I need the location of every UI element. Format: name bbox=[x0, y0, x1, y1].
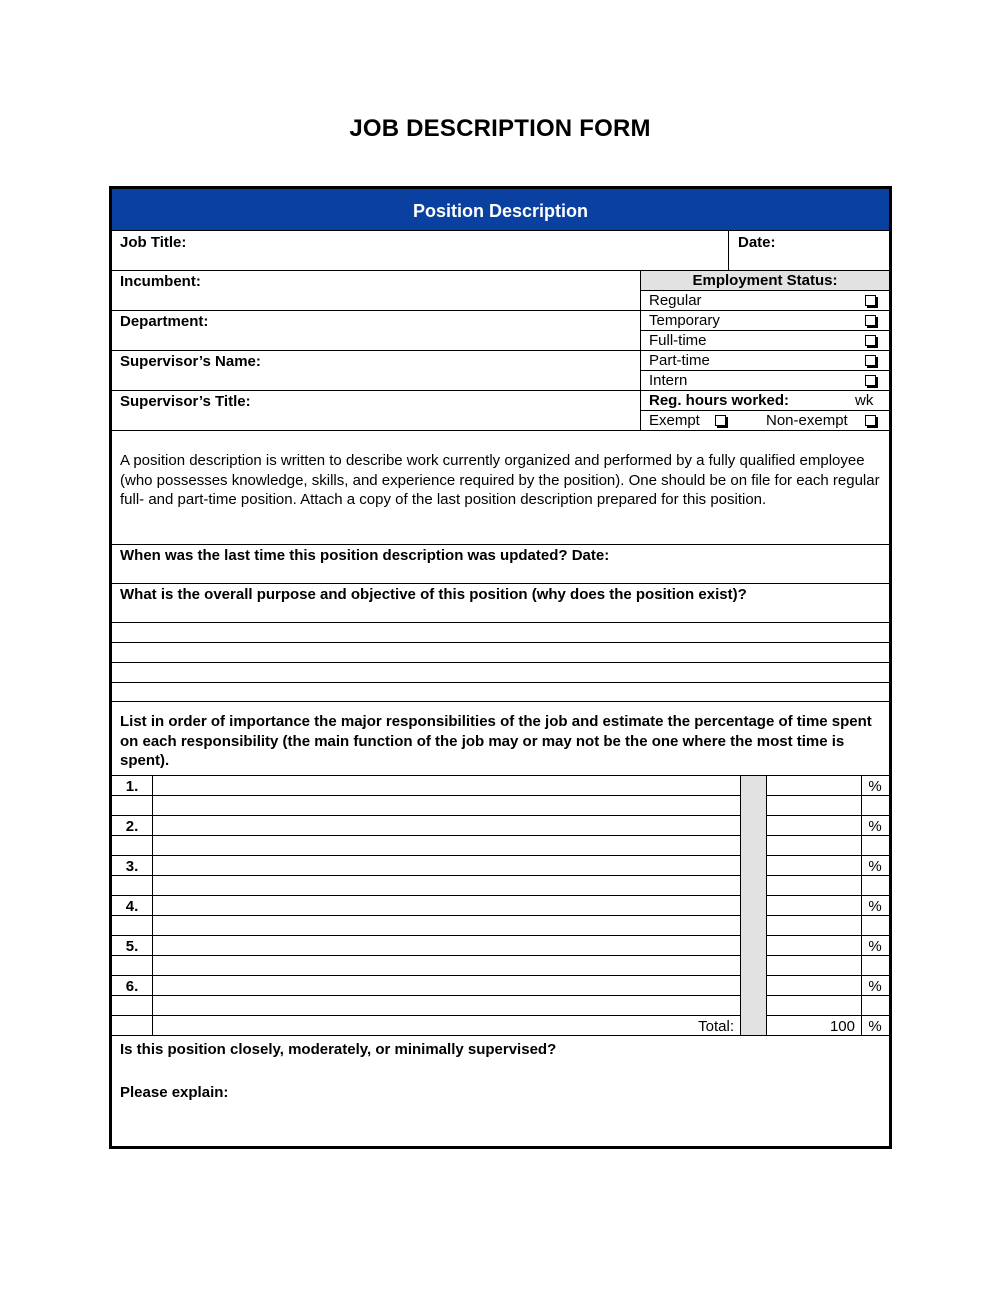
responsibility-field[interactable] bbox=[153, 896, 740, 935]
percent-sign: % bbox=[868, 778, 882, 795]
divider bbox=[112, 583, 889, 584]
non-exempt-label: Non-exempt bbox=[766, 412, 848, 429]
purpose-answer-line[interactable] bbox=[112, 623, 889, 641]
job-title-label: Job Title: bbox=[120, 234, 187, 251]
responsibility-field[interactable] bbox=[153, 816, 740, 855]
responsibility-percent-field[interactable] bbox=[767, 856, 861, 875]
status-regular-label: Regular bbox=[649, 292, 702, 309]
page-title: JOB DESCRIPTION FORM bbox=[349, 115, 651, 142]
responsibility-percent-field[interactable] bbox=[767, 816, 861, 835]
responsibility-percent-field[interactable] bbox=[767, 936, 861, 955]
last-updated-question: When was the last time this position description was updated? Date: bbox=[120, 547, 610, 564]
divider bbox=[766, 915, 889, 916]
incumbent-label: Incumbent: bbox=[120, 273, 201, 290]
percent-sign: % bbox=[868, 938, 882, 955]
last-updated-date-field[interactable] bbox=[662, 545, 882, 583]
total-label: Total: bbox=[698, 1018, 734, 1035]
responsibility-percent-field[interactable] bbox=[767, 896, 861, 915]
divider bbox=[766, 955, 889, 956]
divider bbox=[766, 995, 889, 996]
responsibility-number: 3. bbox=[125, 858, 139, 875]
department-label: Department: bbox=[120, 313, 209, 330]
date-field[interactable] bbox=[787, 231, 887, 269]
responsibility-percent-field[interactable] bbox=[767, 976, 861, 995]
divider bbox=[112, 1035, 889, 1036]
supervisor-title-field[interactable] bbox=[267, 391, 632, 429]
divider bbox=[112, 1015, 741, 1016]
regular-checkbox[interactable] bbox=[865, 295, 876, 306]
divider bbox=[728, 231, 729, 270]
supervisor-name-label: Supervisor’s Name: bbox=[120, 353, 261, 370]
divider bbox=[640, 330, 889, 331]
intern-checkbox[interactable] bbox=[865, 375, 876, 386]
explain-label: Please explain: bbox=[120, 1084, 229, 1101]
divider bbox=[112, 430, 889, 431]
responsibility-number: 1. bbox=[125, 778, 139, 795]
divider bbox=[640, 370, 889, 371]
supervisor-name-field[interactable] bbox=[277, 351, 632, 389]
responsibility-number: 5. bbox=[125, 938, 139, 955]
percent-sign: % bbox=[868, 818, 882, 835]
status-fulltime-label: Full-time bbox=[649, 332, 707, 349]
purpose-question: What is the overall purpose and objective of this position (why does the position exist)? bbox=[120, 586, 747, 603]
responsibilities-question: List in order of importance the major responsibilities of the job and estimate the percentage of time spent on each responsibility (the main function of the job may or may not be the one where the most time is spent). bbox=[120, 713, 872, 769]
divider bbox=[112, 701, 889, 702]
responsibility-field[interactable] bbox=[153, 936, 740, 975]
percent-sign: % bbox=[868, 978, 882, 995]
responsibility-number: 6. bbox=[125, 978, 139, 995]
reg-hours-label: Reg. hours worked: bbox=[649, 392, 790, 409]
divider bbox=[640, 410, 889, 411]
responsibility-number: 4. bbox=[125, 898, 139, 915]
parttime-checkbox[interactable] bbox=[865, 355, 876, 366]
percent-sign: % bbox=[868, 1018, 882, 1035]
purpose-answer-line[interactable] bbox=[112, 663, 889, 681]
non-exempt-checkbox[interactable] bbox=[865, 415, 876, 426]
job-title-field[interactable] bbox=[202, 231, 722, 269]
divider bbox=[740, 775, 741, 1035]
supervisor-title-label: Supervisor’s Title: bbox=[120, 393, 251, 410]
percent-sign: % bbox=[868, 858, 882, 875]
section-header: Position Description bbox=[112, 189, 889, 231]
exempt-label: Exempt bbox=[649, 412, 700, 429]
intro-paragraph: A position description is written to describe work currently organized and performed by a fully qualified employee (who possesses knowledge, skills, and experience required by the position). One should be on file for each regular full- and part-time position. Attach a copy of the last position description prepared for this position. bbox=[120, 452, 880, 508]
purpose-answer-line[interactable] bbox=[112, 643, 889, 661]
reg-hours-field[interactable] bbox=[802, 391, 852, 409]
purpose-answer-line[interactable] bbox=[112, 683, 889, 701]
total-value: 100 bbox=[829, 1018, 855, 1035]
responsibility-field[interactable] bbox=[153, 976, 740, 1015]
supervision-question: Is this position closely, moderately, or minimally supervised? bbox=[120, 1041, 557, 1058]
reg-hours-unit: wk bbox=[855, 392, 874, 409]
responsibility-number: 2. bbox=[125, 818, 139, 835]
responsibility-field[interactable] bbox=[153, 776, 740, 815]
incumbent-field[interactable] bbox=[212, 271, 632, 309]
divider bbox=[640, 350, 889, 351]
temporary-checkbox[interactable] bbox=[865, 315, 876, 326]
date-label: Date: bbox=[738, 234, 776, 251]
divider bbox=[861, 775, 862, 1035]
divider bbox=[766, 875, 889, 876]
fulltime-checkbox[interactable] bbox=[865, 335, 876, 346]
employment-status-heading: Employment Status: bbox=[692, 272, 838, 289]
explain-field[interactable] bbox=[120, 1105, 880, 1141]
percent-sign: % bbox=[868, 898, 882, 915]
responsibility-percent-field[interactable] bbox=[767, 776, 861, 795]
grid-spacer-column bbox=[741, 776, 766, 1035]
divider bbox=[640, 310, 889, 311]
divider bbox=[766, 835, 889, 836]
divider bbox=[640, 290, 889, 291]
status-intern-label: Intern bbox=[649, 372, 688, 389]
responsibility-field[interactable] bbox=[153, 856, 740, 895]
status-temporary-label: Temporary bbox=[649, 312, 720, 329]
divider bbox=[766, 1015, 889, 1016]
status-parttime-label: Part-time bbox=[649, 352, 710, 369]
exempt-checkbox[interactable] bbox=[715, 415, 726, 426]
divider bbox=[766, 795, 889, 796]
job-description-form bbox=[109, 186, 892, 1149]
department-field[interactable] bbox=[222, 311, 632, 349]
